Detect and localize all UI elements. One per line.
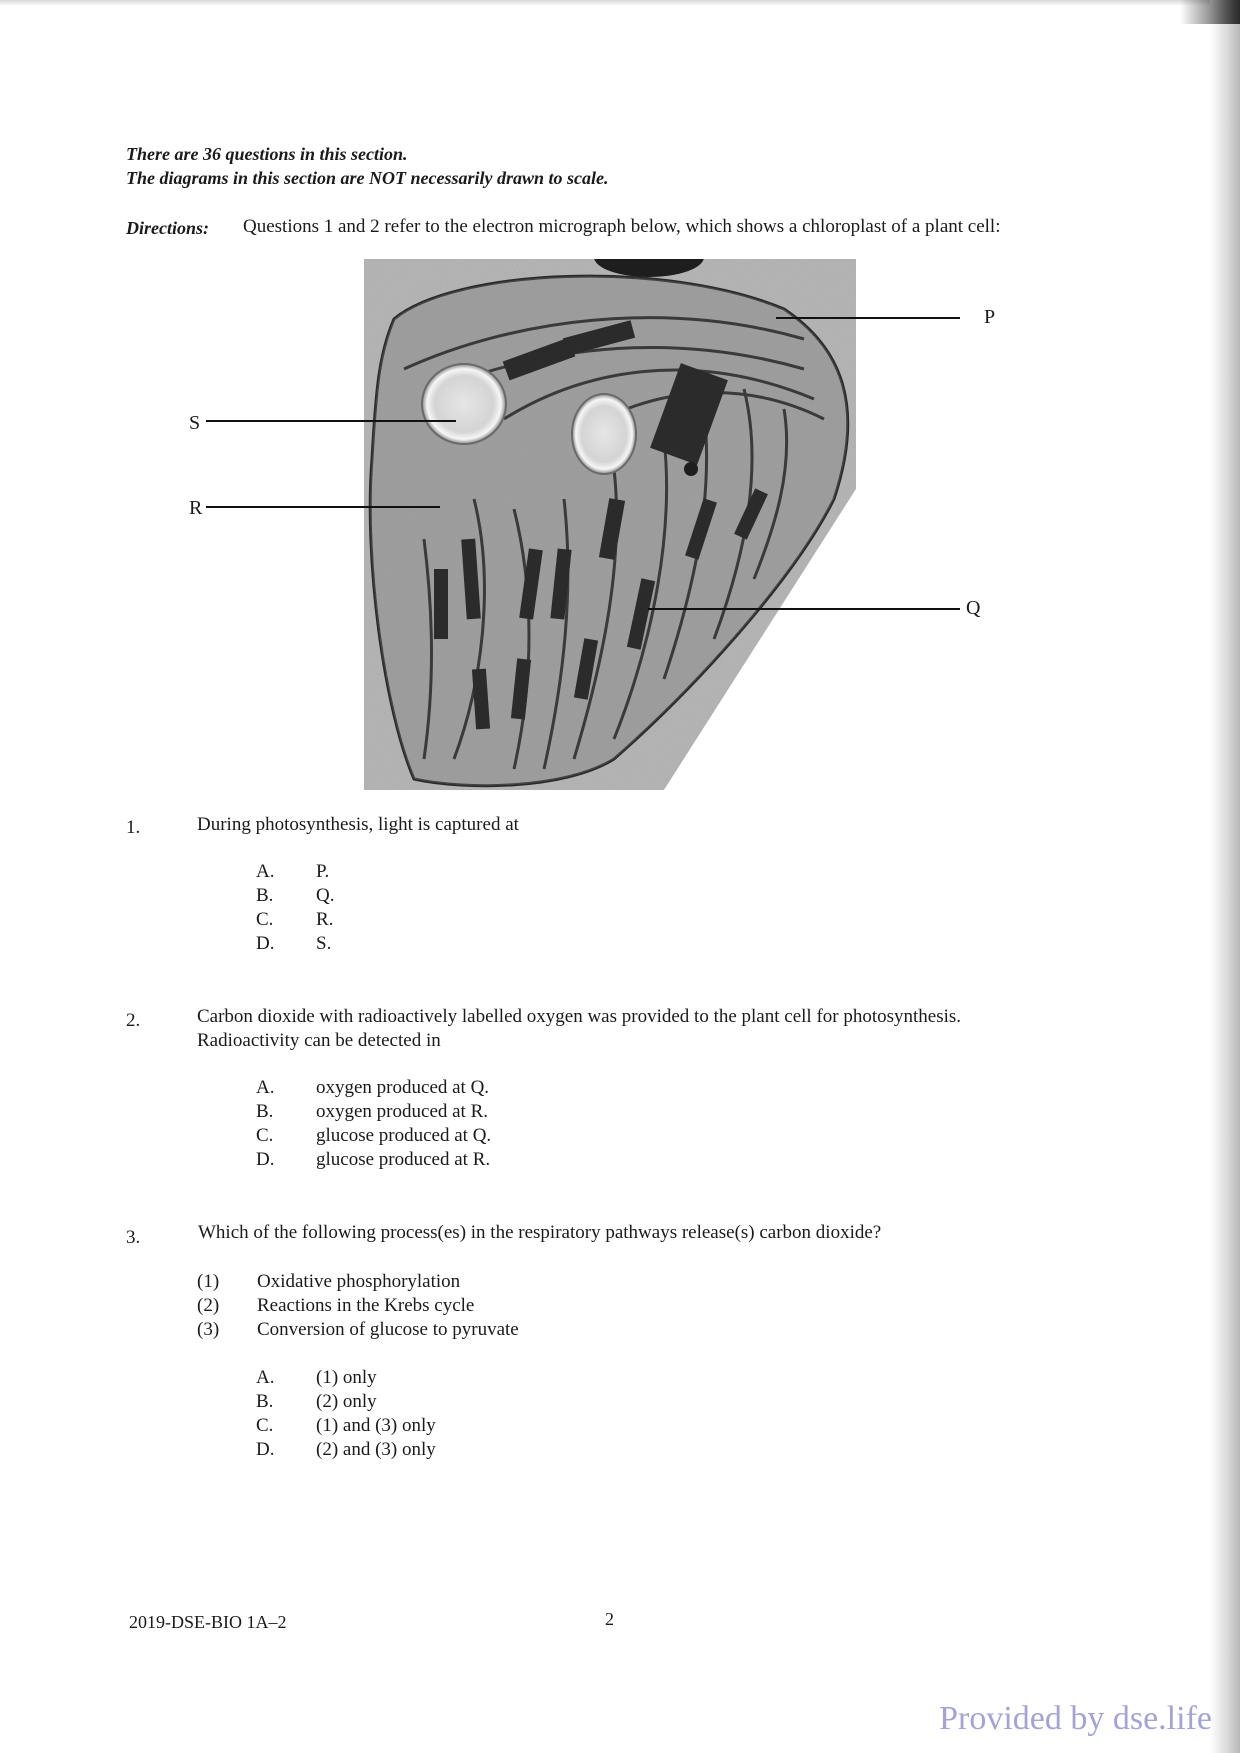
scan-corner-shadow: [1180, 0, 1240, 24]
q2-option-letter: B.: [256, 1101, 274, 1122]
question-3-stem: Which of the following process(es) in the respiratory pathways release(s) carbon dioxide?: [198, 1222, 882, 1243]
question-2-number: 2.: [126, 1010, 141, 1031]
question-1-number: 1.: [126, 817, 141, 838]
q3-statement-text: Reactions in the Krebs cycle: [257, 1295, 475, 1316]
q1-option-text[interactable]: P.: [316, 861, 330, 882]
q1-option-text[interactable]: Q.: [316, 885, 335, 906]
q2-option-letter: C.: [256, 1125, 274, 1146]
intro-line-1: There are 36 questions in this section.: [126, 144, 408, 164]
q3-statement-text: Conversion of glucose to pyruvate: [257, 1319, 519, 1340]
label-s: S: [189, 412, 201, 434]
q3-option-text[interactable]: (1) only: [316, 1367, 377, 1388]
question-2-stem-line-2: Radioactivity can be detected in: [197, 1030, 441, 1051]
label-r: R: [189, 497, 203, 519]
q2-option-text[interactable]: oxygen produced at Q.: [316, 1077, 490, 1098]
q3-statement-text: Oxidative phosphorylation: [257, 1271, 461, 1292]
chloroplast-micrograph: [364, 259, 856, 790]
q1-option-letter: D.: [256, 933, 275, 954]
starch-grain-1: [422, 364, 506, 444]
directions-text: Questions 1 and 2 refer to the electron micrograph below, which shows a chloroplast of a plant cell:: [243, 216, 1001, 237]
q2-option-text[interactable]: glucose produced at R.: [316, 1149, 491, 1170]
q2-option-letter: A.: [256, 1077, 275, 1098]
q3-statement-number: (1): [197, 1271, 220, 1292]
q1-option-letter: A.: [256, 861, 275, 882]
q3-statement-number: (2): [197, 1295, 220, 1316]
question-3-number: 3.: [126, 1227, 141, 1248]
q3-option-text[interactable]: (2) only: [316, 1391, 377, 1412]
q3-option-letter: A.: [256, 1367, 275, 1388]
page-edge-shadow-top: [0, 0, 1240, 6]
intro-line-2: The diagrams in this section are NOT necessarily drawn to scale.: [126, 168, 609, 188]
directions-label: Directions:: [126, 218, 209, 238]
q3-option-text[interactable]: (1) and (3) only: [316, 1415, 436, 1436]
exam-code: 2019-DSE-BIO 1A–2: [129, 1612, 287, 1632]
watermark-link[interactable]: Provided by dse.life: [939, 1700, 1212, 1737]
q3-option-letter: C.: [256, 1415, 274, 1436]
starch-grain-2: [572, 394, 636, 474]
page-number: 2: [605, 1609, 614, 1629]
q3-option-letter: D.: [256, 1439, 275, 1460]
page-edge-shadow-right: [1210, 0, 1240, 1753]
q1-option-text[interactable]: S.: [316, 933, 332, 954]
q3-option-text[interactable]: (2) and (3) only: [316, 1439, 436, 1460]
q2-option-text[interactable]: glucose produced at Q.: [316, 1125, 492, 1146]
q1-option-letter: C.: [256, 909, 274, 930]
question-2-stem-line-1: Carbon dioxide with radioactively labelled oxygen was provided to the plant cell for photosynthesis.: [197, 1006, 962, 1027]
q2-option-text[interactable]: oxygen produced at R.: [316, 1101, 489, 1122]
q1-option-letter: B.: [256, 885, 274, 906]
q2-option-letter: D.: [256, 1149, 275, 1170]
label-q: Q: [966, 597, 981, 619]
q3-option-letter: B.: [256, 1391, 274, 1412]
q1-option-text[interactable]: R.: [316, 909, 334, 930]
label-p: P: [984, 306, 996, 328]
q3-statement-number: (3): [197, 1319, 220, 1340]
question-1-stem: During photosynthesis, light is captured at: [197, 814, 519, 835]
